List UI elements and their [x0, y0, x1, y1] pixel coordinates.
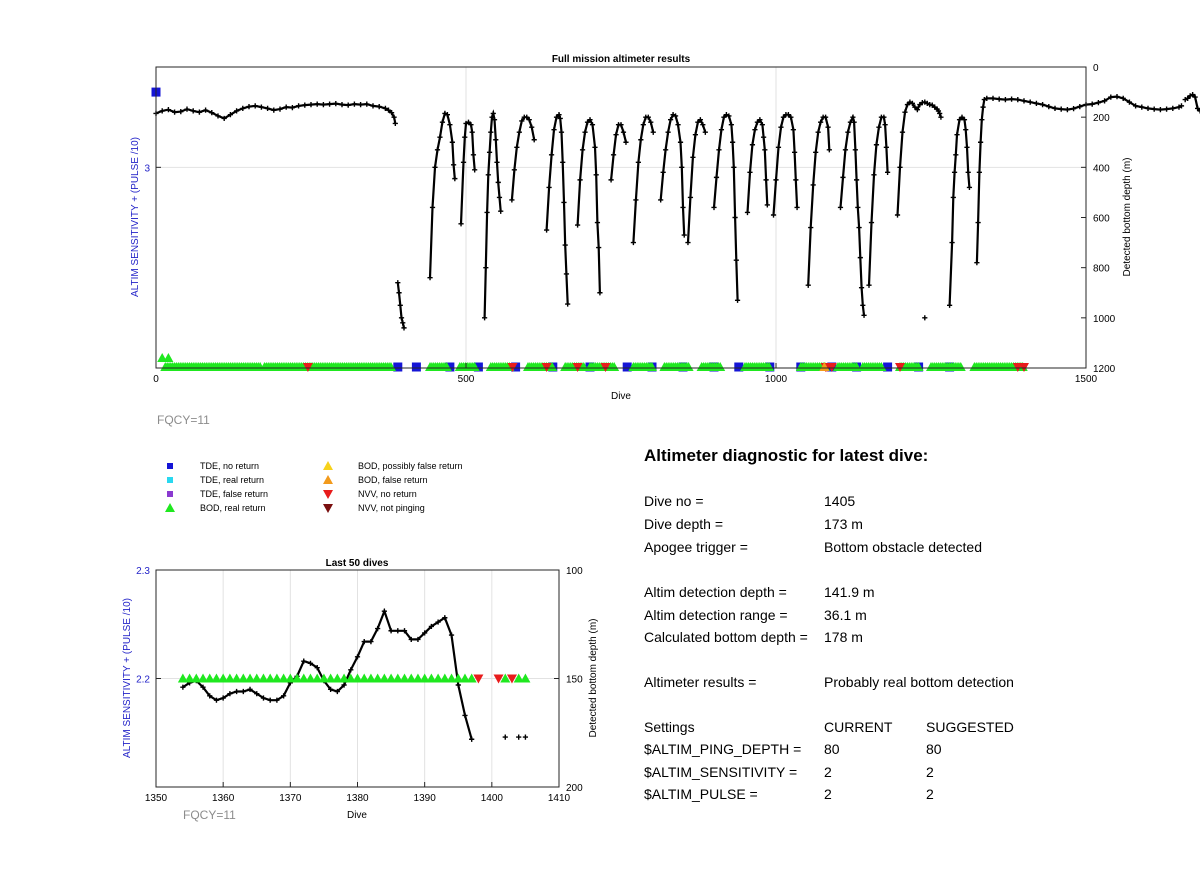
- triangle-up-marker-icon: [164, 501, 176, 515]
- square-marker-icon: [164, 487, 176, 501]
- y-left-tick-label: 2.2: [136, 674, 150, 686]
- legend-label: NVV, not pinging: [358, 503, 425, 513]
- bottom-x-axis-label: Dive: [346, 810, 368, 821]
- apogee-trigger-label: Apogee trigger =: [644, 539, 748, 555]
- setting-name: $ALTIM_PULSE =: [644, 786, 758, 802]
- top-right-axis-label: Detected bottom depth (m): [1122, 157, 1133, 277]
- x-tick-label: 0: [153, 374, 159, 385]
- y-right-tick-label: 0: [1093, 63, 1099, 74]
- settings-current-header: CURRENT: [824, 719, 893, 735]
- x-tick-label: 1370: [279, 793, 302, 804]
- settings-header-label: Settings: [644, 719, 695, 735]
- x-tick-label: 1360: [212, 793, 235, 804]
- bottom-left-axis-label: ALTIM SENSITIVITY + (PULSE /10): [122, 598, 133, 758]
- setting-suggested: 80: [926, 741, 942, 757]
- y-right-tick-label: 1200: [1093, 364, 1116, 375]
- dive-depth-label: Dive depth =: [644, 516, 723, 532]
- last-50-dives-chart: [122, 558, 599, 822]
- legend-label: TDE, false return: [200, 489, 269, 499]
- top-plot-area: [156, 67, 1086, 368]
- top-chart-title: Full mission altimeter results: [551, 54, 691, 65]
- x-tick-label: 1000: [764, 374, 788, 385]
- y-right-tick-label: 150: [566, 674, 583, 686]
- tde-no-return-marker: [412, 363, 421, 372]
- x-tick-label: 1500: [1074, 374, 1098, 385]
- x-tick-label: 1400: [480, 793, 503, 804]
- top-fqcy-label: FQCY=11: [157, 413, 210, 427]
- bottom-fqcy-label: FQCY=11: [183, 808, 236, 822]
- setting-current: 80: [824, 741, 840, 757]
- y-right-tick-label: 200: [1093, 113, 1110, 125]
- altimeter-results-value: Probably real bottom detection: [824, 674, 1014, 690]
- setting-name: $ALTIM_PING_DEPTH =: [644, 741, 802, 757]
- y-right-tick-label: 400: [1093, 163, 1110, 175]
- bottom-chart-title: Last 50 dives: [325, 558, 389, 569]
- legend-label: TDE, no return: [200, 461, 260, 471]
- setting-suggested: 2: [926, 786, 934, 802]
- settings-suggested-header: SUGGESTED: [926, 719, 1014, 735]
- legend-label: BOD, possibly false return: [358, 461, 463, 471]
- x-tick-label: 1350: [144, 793, 168, 804]
- full-mission-chart: [130, 54, 1200, 427]
- y-right-tick-label: 200: [566, 783, 583, 794]
- altim-detection-range-value: 36.1 m: [824, 607, 867, 623]
- calculated-bottom-depth-label: Calculated bottom depth =: [644, 629, 808, 645]
- y-right-tick-label: 100: [566, 566, 583, 577]
- dive-no-value: 1405: [824, 493, 856, 509]
- altim-detection-depth-label: Altim detection depth =: [644, 584, 787, 600]
- dive-depth-value: 173 m: [824, 516, 863, 532]
- x-tick-label: 1380: [346, 793, 369, 804]
- legend-label: BOD, false return: [358, 475, 428, 485]
- y-right-tick-label: 800: [1093, 263, 1110, 275]
- legend-label: NVV, no return: [358, 489, 417, 499]
- altim-detection-depth-value: 141.9 m: [824, 584, 875, 600]
- bottom-right-axis-label: Detected bottom depth (m): [588, 618, 599, 738]
- legend-label: BOD, real return: [200, 503, 266, 513]
- triangle-up-marker-icon: [322, 473, 334, 487]
- setting-current: 2: [824, 764, 832, 780]
- triangle-up-marker-icon: [322, 459, 334, 473]
- dive-no-label: Dive no =: [644, 493, 704, 509]
- calculated-bottom-depth-value: 178 m: [824, 629, 863, 645]
- altim-detection-range-label: Altim detection range =: [644, 607, 788, 623]
- y-left-tick-label: 2.3: [136, 566, 150, 577]
- legend: [164, 459, 584, 519]
- x-tick-label: 1390: [413, 793, 436, 804]
- apogee-trigger-value: Bottom obstacle detected: [824, 539, 982, 555]
- setting-current: 2: [824, 786, 832, 802]
- diagnostic-title: Altimeter diagnostic for latest dive:: [644, 446, 929, 465]
- triangle-down-marker-icon: [322, 501, 334, 515]
- square-marker-icon: [164, 473, 176, 487]
- triangle-down-marker-icon: [322, 487, 334, 501]
- y-right-tick-label: 1000: [1093, 313, 1116, 325]
- setting-name: $ALTIM_SENSITIVITY =: [644, 764, 798, 780]
- x-tick-label: 500: [457, 374, 475, 385]
- setting-suggested: 2: [926, 764, 934, 780]
- y-left-tick-label: 3: [144, 163, 150, 175]
- altimeter-results-label: Altimeter results =: [644, 674, 757, 690]
- top-left-axis-label: ALTIM SENSITIVITY + (PULSE /10): [130, 137, 141, 297]
- top-x-axis-label: Dive: [610, 391, 632, 402]
- y-right-tick-label: 600: [1093, 213, 1110, 225]
- legend-label: TDE, real return: [200, 475, 265, 485]
- x-tick-label: 1410: [547, 793, 571, 804]
- square-marker-icon: [164, 459, 176, 473]
